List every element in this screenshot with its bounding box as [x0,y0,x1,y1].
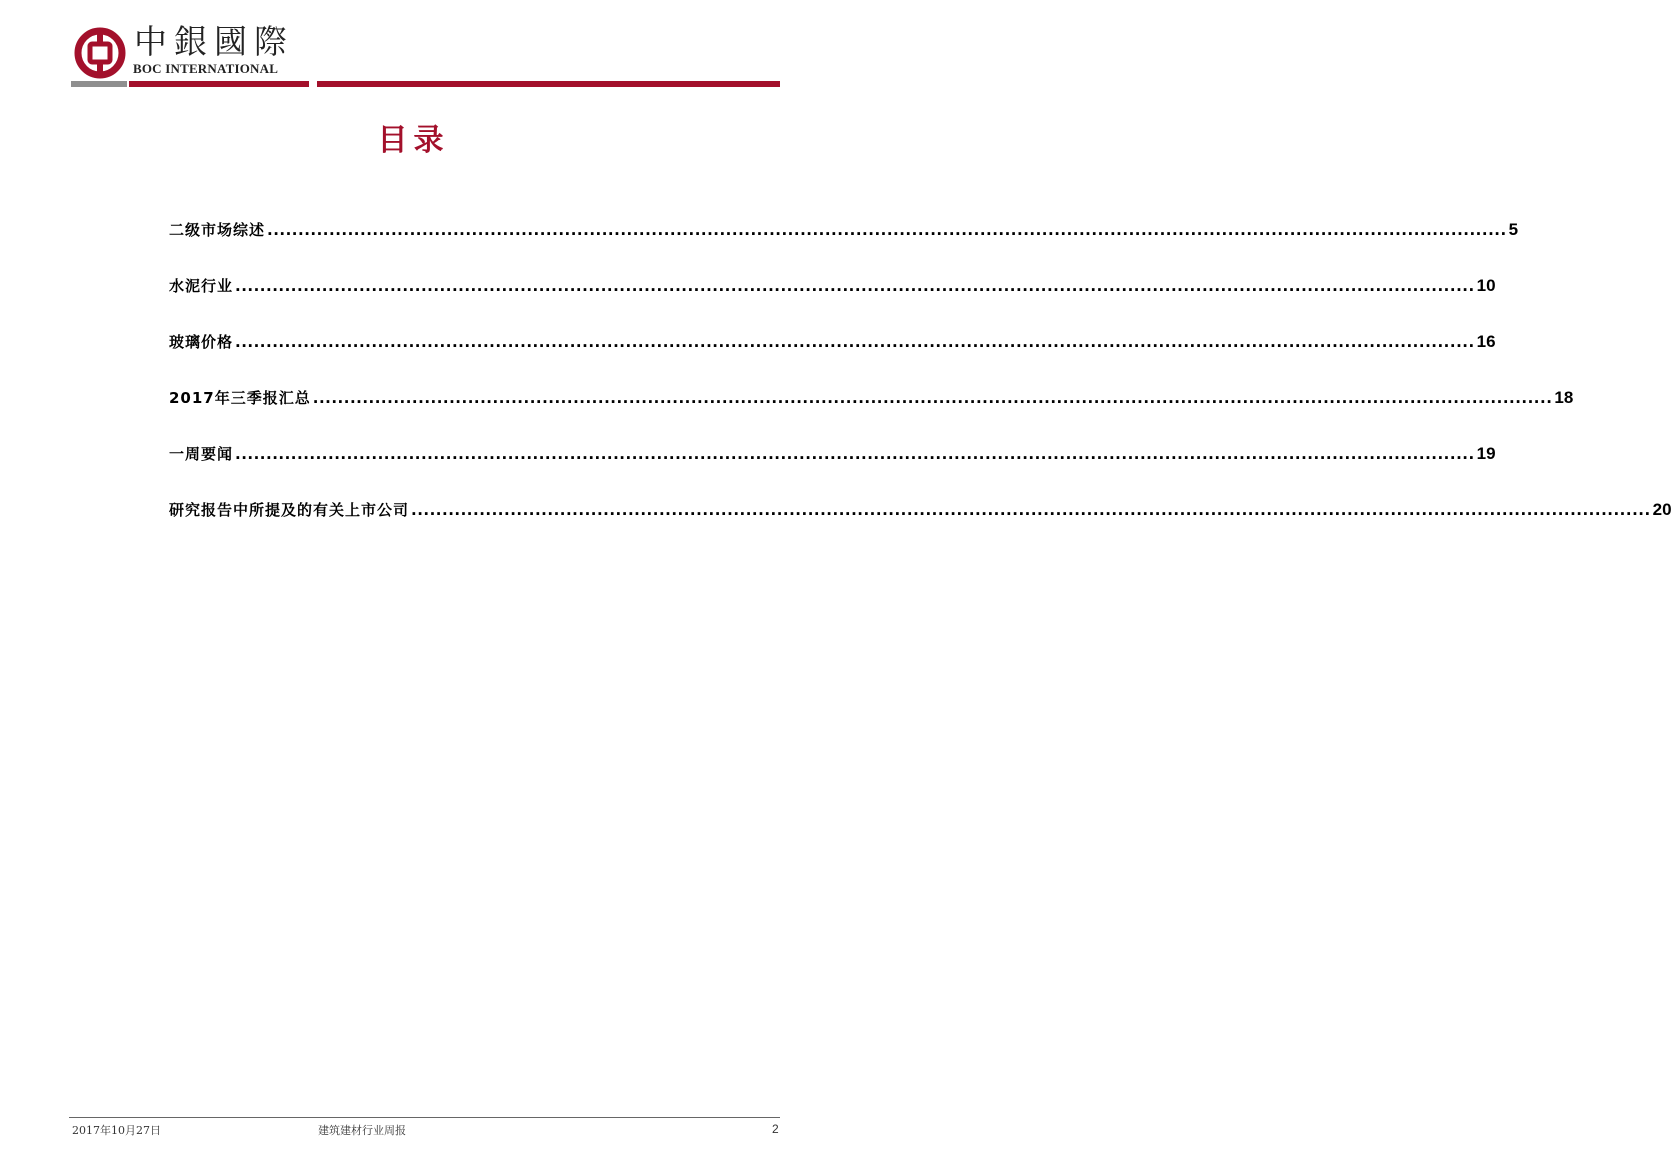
footer-rule [69,1117,780,1118]
toc-entry-page: 18 [1554,388,1574,407]
header-rule-red-left [129,81,309,87]
toc-entry[interactable] [169,467,1672,523]
toc-leader-dots: ........................................................................................................................................................................................................ [411,501,1651,519]
toc-leader-dots: ........................................................................................................................................................................................................ [267,221,1507,239]
toc-entry-label: 研究报告中所提及的有关上市公司 [169,501,410,519]
footer-date: 2017年10月27日 [72,1124,161,1137]
toc-entry[interactable] [169,299,1496,355]
toc-entry[interactable] [169,243,1496,299]
toc-leader-dots: ........................................................................................................................................................................................................ [312,389,1553,407]
table-of-contents [169,187,1672,523]
toc-entry-label: 玻璃价格 [169,333,234,351]
footer-report-name: 建筑建材行业周报 [318,1124,406,1137]
toc-entry[interactable] [169,411,1496,467]
brand-name-english: BOC INTERNATIONAL [133,61,279,76]
toc-entry[interactable] [169,187,1519,243]
toc-leader-dots: ........................................................................................................................................................................................................ [235,445,1475,463]
toc-entry-label: 2017年三季报汇总 [169,389,311,407]
header-rule-grey [71,81,127,87]
toc-leader-dots: ........................................................................................................................................................................................................ [235,333,1475,351]
toc-entry-page: 5 [1508,220,1519,239]
toc-entry-page: 10 [1476,276,1496,295]
toc-entry-page: 20 [1652,500,1672,519]
footer-page-number: 2 [772,1122,779,1136]
toc-entry-page: 19 [1476,444,1496,463]
toc-entry-label: 一周要闻 [169,445,234,463]
toc-title: 目录 [377,123,450,158]
header-rule-red-right [317,81,780,87]
toc-entry-label: 水泥行业 [169,277,234,295]
toc-leader-dots: ........................................................................................................................................................................................................ [235,277,1475,295]
toc-entry[interactable] [169,355,1574,411]
toc-entry-page: 16 [1476,332,1496,351]
toc-entry-label: 二级市场综述 [169,221,266,239]
brand-name-chinese: 中銀國際 [134,22,294,61]
boc-logo-icon [74,27,126,79]
